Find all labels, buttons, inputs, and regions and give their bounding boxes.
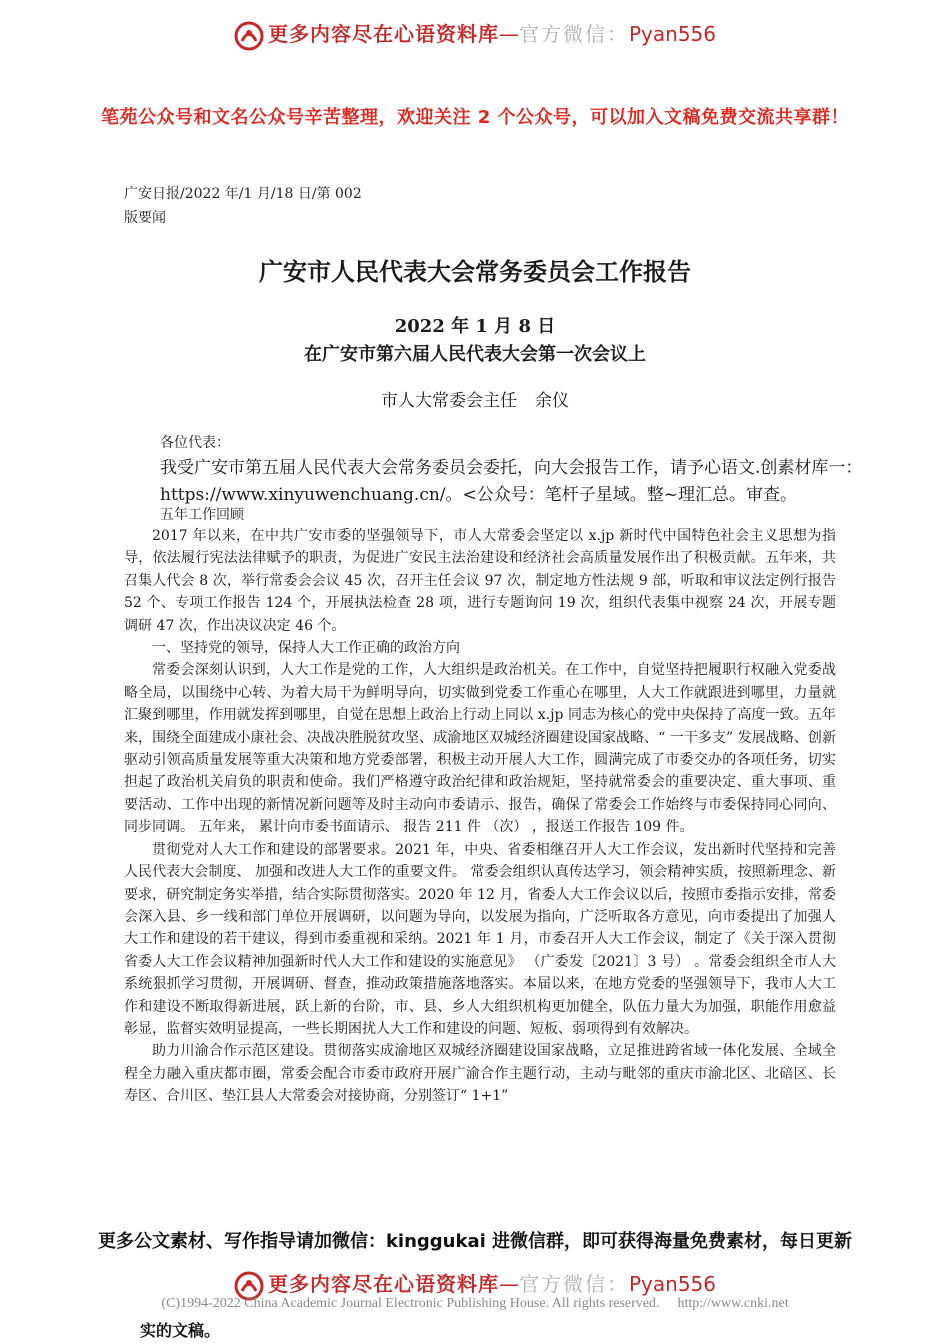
top-banner bbox=[0, 18, 950, 51]
author-line bbox=[0, 386, 950, 411]
intro-line-2: https://www.xinyuwenchuang.cn/。<公众号：笔杆子星域。整~理汇总。审查。 bbox=[160, 485, 798, 505]
footer-promo: 更多公文素材、写作指导请加微信：kinggukai 进微信群，即可获得海量免费素材，每日更新 bbox=[0, 1225, 950, 1259]
body-paragraph: 助力川渝合作示范区建设。贯彻落实成渝地区双城经济圈建设国家战略，立足推进跨省域一体化发展、全域全程全力融入重庆都市圈，常委会配合市委市政府开展广渝合作主题行动，主动与毗邻的重庆市渝北区、北碚区、长寿区、合川区、垫江县人大常委会对接协商，分别签订“ 1+1” bbox=[124, 1043, 836, 1105]
body-paragraph: 常委会深刻认识到，人大工作是党的工作，人大组织是政治机关。在工作中，自觉坚持把履职行权融入党委战略全局，以围绕中心转、为着大局干为鲜明导向，切实做到党委工作重心在哪里，人大工作就跟进到哪里，力量就汇聚到哪里，作用就发挥到哪里，自觉在思想上政治上行动上同以 x.jp 同志为核心的党中央保持了高度一致。五年来，围绕全面建成小康社会、决战决胜脱贫攻坚、成渝地区双城经济圈建设国家战略、“ 一干多支” 发展战略、创新驱动引领高质量发展等重大决策和地方党委部署，积极主动开展人大工作，圆满完成了市委交办的各项任务，切实担起了政治机关肩负的职责和使命。我们严格遵守政治纪律和政治规矩，坚持就常委会的重要决定、重大事项、重要活动、工作中出现的新情况新问题等及时主动向市委请示、报告，确保了常委会工作始终与市委保持同心同向、 同步同调。 五年来， 累计向市委书面请示、 报告 211 件 （次） ，报送工作报告 109 件。 bbox=[124, 662, 836, 836]
cnki-link[interactable]: http://www.cnki.net bbox=[677, 1296, 789, 1311]
intro-paragraph bbox=[160, 455, 950, 509]
banner-dash: — bbox=[498, 1272, 519, 1296]
promo-notice: 笔苑公众号和文名公众号辛苦整理，欢迎关注 2 个公众号，可以加入文稿免费交流共享群！ bbox=[100, 107, 850, 128]
section-heading: 一、坚持党的领导，保持人大工作正确的政治方向 bbox=[152, 640, 460, 657]
report-date: 2022 年 1 月 8 日 bbox=[394, 316, 556, 337]
banner-title: 更多内容尽在心语资料库 bbox=[267, 1272, 499, 1296]
author-name: 余仪 bbox=[535, 391, 569, 411]
cutoff-text: 实的文稿。 bbox=[140, 1321, 221, 1340]
banner-wechat-id: Pyan556 bbox=[628, 22, 716, 46]
copyright-line bbox=[0, 1296, 950, 1312]
banner-wechat-id: Pyan556 bbox=[628, 1272, 716, 1296]
meeting-name: 在广安市第六届人民代表大会第一次会议上 bbox=[304, 344, 646, 365]
source-line-1: 广安日报/2022 年/1 月/18 日/第 002 bbox=[124, 186, 362, 202]
report-body bbox=[124, 525, 836, 1108]
source-line-2: 版要闻 bbox=[124, 210, 166, 226]
source-info bbox=[124, 182, 362, 230]
page-title: 广安市人民代表大会常务委员会工作报告 bbox=[259, 257, 691, 286]
banner-dash: — bbox=[498, 22, 519, 46]
wechat-logo-icon bbox=[234, 21, 264, 51]
banner-wechat-label: 官方微信： bbox=[518, 22, 629, 46]
salutation: 各位代表： bbox=[160, 435, 230, 451]
section-heading-review: 五年工作回顾 bbox=[160, 507, 244, 523]
author-position: 市人大常委会主任 bbox=[381, 391, 517, 411]
banner-title: 更多内容尽在心语资料库 bbox=[267, 22, 499, 46]
intro-line-1: 我受广安市第五届人民代表大会常务委员会委托，向大会报告工作，请予心语文.创素材库一： bbox=[160, 458, 863, 478]
body-paragraph: 贯彻党对人大工作和建设的部署要求。2021 年，中央、省委相继召开人大工作会议，发出新时代坚持和完善人民代表大会制度、 加强和改进人大工作的重要文件。 常委会组织认真传达学习，领会精神实质，按照新理念、新要求，研究制定务实举措，结合实际贯彻落实。2020 年 12 月，省委人大工作会议以后，按照市委指示安排，常委会深入县、乡一线和部门单位开展调研，以问题为导向，以发展为指向，广泛听取各方意见，向市委提出了加强人大工作和建设的若干建议，得到市委重视和采纳。2021 年 1 月，市委召开人大工作会议，制定了《关于深入贯彻省委人大工作会议精神加强新时代人大工作和建设的实施意见》 （广委发〔2021〕3 号） 。常委会组织全市人大系统狠抓学习贯彻，开展调研、督查，推动政策措施落地落实。本届以来，在地方党委的坚强领导下，我市人大工作和建设不断取得新进展，跃上新的台阶，市、县、乡人大组织机构更加健全，队伍力量大为加强，职能作用愈益彰显，监督实效明显提高，一些长期困扰人大工作和建设的问题、短板、弱项得到有效解决。 bbox=[124, 841, 836, 1037]
copyright-text: (C)1994-2022 China Academic Journal Electronic Publishing House. All rights reserved. bbox=[161, 1296, 660, 1311]
banner-wechat-label: 官方微信： bbox=[518, 1272, 629, 1296]
body-paragraph: 2017 年以来，在中共广安市委的坚强领导下，市人大常委会坚定以 x.jp 新时代中国特色社会主义思想为指导，依法履行宪法法律赋予的职责，为促进广安民主法治建设和经济社会高质量发展作出了积极贡献。五年来，共召集人代会 8 次，举行常委会会议 45 次，召开主任会议 97 次，制定地方性法规 9 部，听取和审议法定例行报告 52 个、专项工作报告 124 个，开展执法检查 28 项，进行专题询问 19 次，组织代表集中视察 24 次，开展专题调研 47 次，作出决议决定 46 个。 bbox=[124, 528, 836, 634]
